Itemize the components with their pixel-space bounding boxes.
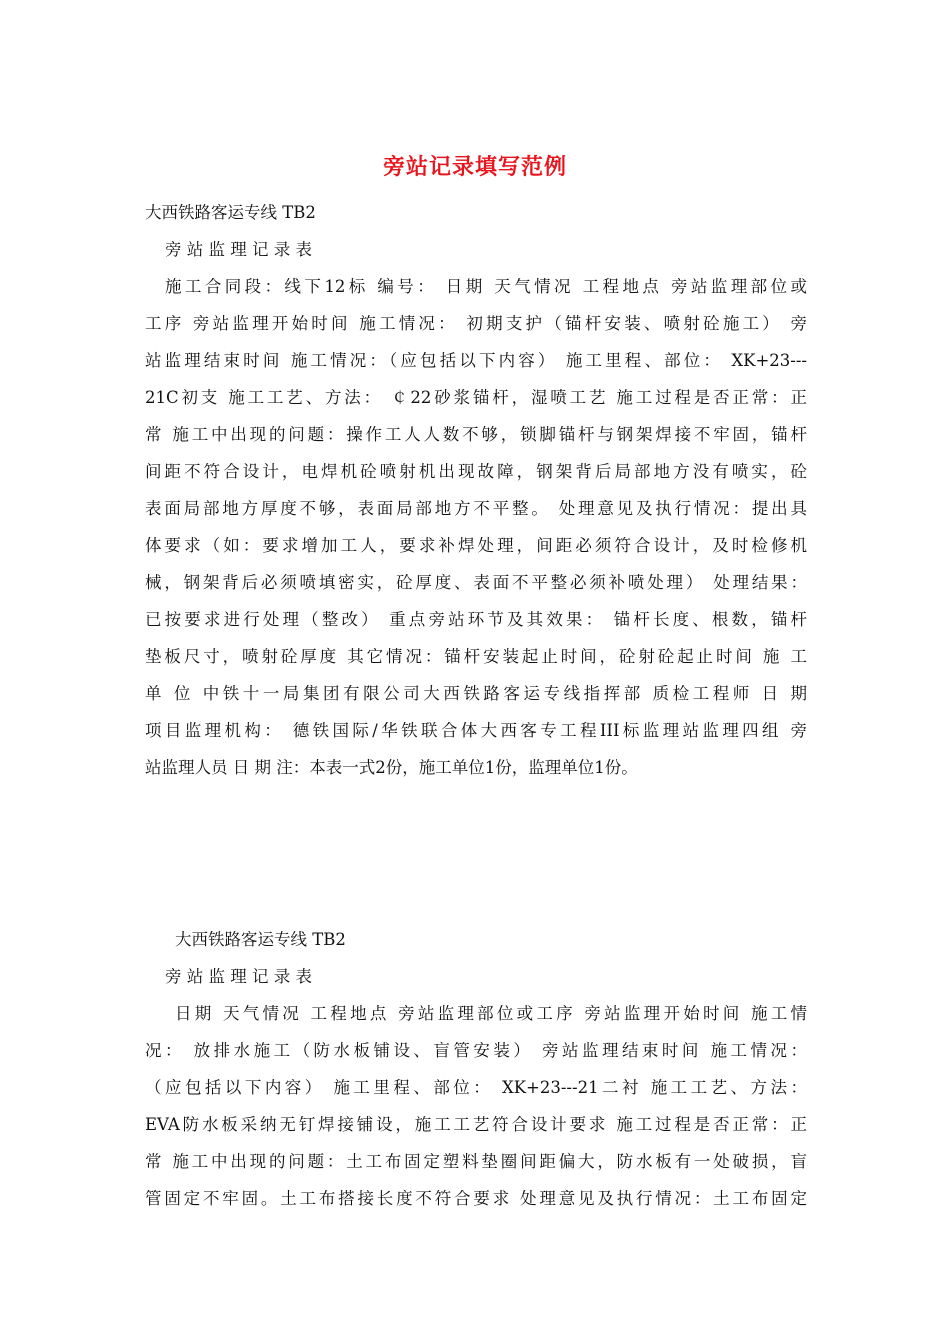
supervision-record-1 [145, 194, 807, 786]
record-line: （应包括以下内容） 施工里程、部位： XK+23---21二衬 施工工艺、方法： [145, 1078, 807, 1097]
form-title: 旁 站 监 理 记 录 表 [165, 240, 312, 259]
record-line: 表面局部地方厚度不够，表面局部地方不平整。 处理意见及执行情况：提出具 [145, 499, 807, 518]
record-line: 站监理结束时间 施工情况：（应包括以下内容） 施工里程、部位： XK+23--- [145, 351, 807, 370]
project-name: 大西铁路客运专线 TB2 [175, 930, 346, 949]
supervision-record-2 [145, 921, 807, 1217]
record-line: 项目监理机构： 德铁国际/华铁联合体大西客专工程III标监理站监理四组 旁 [145, 721, 807, 740]
record-line: 械，钢架背后必须喷填密实，砼厚度、表面不平整必须补喷处理） 处理结果： [145, 573, 807, 592]
record-line: 工序 旁站监理开始时间 施工情况： 初期支护（锚杆安装、喷射砼施工） 旁 [145, 314, 807, 333]
record-line: 施工合同段：线下12标 编号： 日期 天气情况 工程地点 旁站监理部位或 [165, 277, 807, 296]
record-line: 常 施工中出现的问题：操作工人人数不够，锁脚锚杆与钢架焊接不牢固，锚杆 [145, 425, 807, 444]
record-line: 21C初支 施工工艺、方法： ￠22砂浆锚杆，湿喷工艺 施工过程是否正常：正 [145, 388, 807, 407]
project-name: 大西铁路客运专线 TB2 [145, 203, 316, 222]
record-line-last: 站监理人员 日 期 注：本表一式2份，施工单位1份，监理单位1份。 [145, 758, 638, 777]
record-line: 体要求（如：要求增加工人，要求补焊处理，间距必须符合设计，及时检修机 [145, 536, 807, 555]
record-line: 况： 放排水施工（防水板铺设、盲管安装） 旁站监理结束时间 施工情况： [145, 1041, 807, 1060]
document-title: 旁站记录填写范例 [382, 154, 567, 180]
record-line: 日期 天气情况 工程地点 旁站监理部位或工序 旁站监理开始时间 施工情 [175, 1004, 807, 1023]
record-line: 间距不符合设计，电焊机砼喷射机出现故障，钢架背后局部地方没有喷实，砼 [145, 462, 807, 481]
record-line: 常 施工中出现的问题：土工布固定塑料垫圈间距偏大，防水板有一处破损，盲 [145, 1152, 807, 1171]
record-line: 单 位 中铁十一局集团有限公司大西铁路客运专线指挥部 质检工程师 日 期 [145, 684, 807, 703]
record-line: 管固定不牢固。土工布搭接长度不符合要求 处理意见及执行情况：土工布固定 [145, 1189, 807, 1208]
record-line: 垫板尺寸，喷射砼厚度 其它情况：锚杆安装起止时间，砼射砼起止时间 施 工 [145, 647, 807, 666]
record-line: EVA防水板采纳无钉焊接铺设，施工工艺符合设计要求 施工过程是否正常：正 [145, 1115, 807, 1134]
record-line: 已按要求进行处理（整改） 重点旁站环节及其效果： 锚杆长度、根数，锚杆 [145, 610, 807, 629]
form-title: 旁 站 监 理 记 录 表 [165, 967, 312, 986]
